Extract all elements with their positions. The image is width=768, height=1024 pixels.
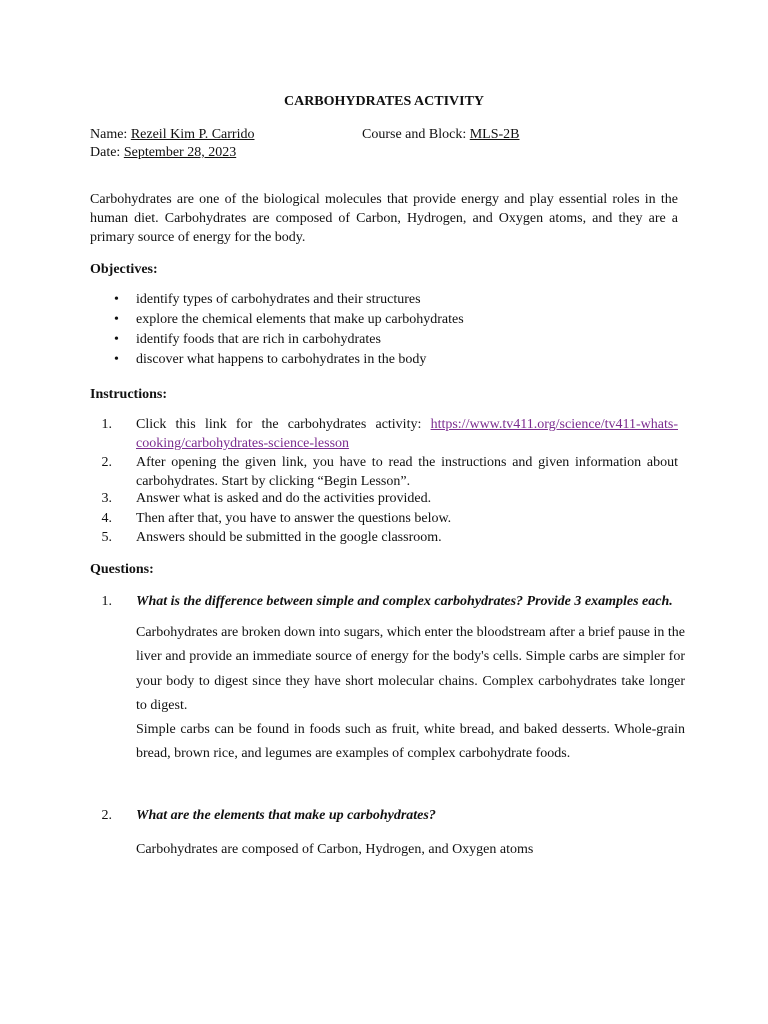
instruction-number: 2. bbox=[101, 455, 112, 470]
instruction-text: Then after that, you have to answer the questions below. bbox=[136, 511, 452, 526]
course-value: MLS-2B bbox=[469, 127, 520, 142]
questions-heading: Questions: bbox=[90, 562, 154, 577]
objectives-list bbox=[90, 290, 464, 370]
objectives-heading: Objectives: bbox=[90, 262, 158, 277]
instruction-prefix: Click this link for the carbohydrates activity: bbox=[136, 417, 431, 432]
question-number: 1. bbox=[101, 594, 112, 609]
answer-paragraph: Simple carbs can be found in foods such as fruit, white bread, and baked desserts. Whole-grain bread, brown rice, and legumes are examples of complex carbohydrate foods. bbox=[136, 722, 685, 762]
course-label: Course and Block: bbox=[362, 127, 467, 142]
activity-link[interactable]: https://www.tv411.org/science/tv411-whats-cooking/carbohydrates-science-lesson bbox=[136, 417, 678, 451]
question-text: What are the elements that make up carbohydrates? bbox=[136, 808, 436, 823]
instructions-heading: Instructions: bbox=[90, 387, 168, 402]
date-line bbox=[90, 143, 236, 162]
instruction-number: 3. bbox=[101, 491, 112, 506]
name-line bbox=[90, 125, 254, 144]
document-title: CARBOHYDRATES ACTIVITY bbox=[283, 94, 485, 109]
instruction-text bbox=[136, 415, 678, 453]
instruction-text: After opening the given link, you have to read the instructions and given information about carbohydrates. Start by clicking “Begin Lesson”. bbox=[136, 455, 678, 489]
date-value: September 28, 2023 bbox=[123, 145, 237, 160]
date-label: Date: bbox=[90, 145, 121, 160]
instruction-text: Answers should be submitted in the google classroom. bbox=[136, 530, 442, 545]
answer-paragraph: Carbohydrates are broken down into sugars, which enter the bloodstream after a brief pause in the liver and provide an immediate source of energy for the body's cells. Simple carbs are simpler for your body to digest since they have short molecular chains. Complex carbohydrates take longer to digest. bbox=[136, 625, 685, 714]
list-item: • discover what happens to carbohydrates in the body bbox=[90, 350, 464, 370]
question-number: 2. bbox=[101, 808, 112, 823]
course-line bbox=[362, 125, 520, 144]
instruction-text: Answer what is asked and do the activities provided. bbox=[136, 491, 432, 506]
name-value: Rezeil Kim P. Carrido bbox=[130, 127, 255, 142]
list-item: • identify foods that are rich in carbohydrates bbox=[90, 330, 464, 350]
intro-paragraph: Carbohydrates are one of the biological molecules that provide energy and play essential roles in the human diet. Carbohydrates are composed of Carbon, Hydrogen, and Oxygen atoms, and they are a primary source of energy for the body. bbox=[90, 192, 678, 245]
instruction-number: 1. bbox=[101, 417, 112, 432]
name-label: Name: bbox=[90, 127, 128, 142]
instruction-number: 5. bbox=[101, 530, 112, 545]
question-text: What is the difference between simple and complex carbohydrates? Provide 3 examples each. bbox=[136, 594, 673, 609]
list-item: • identify types of carbohydrates and their structures bbox=[90, 290, 464, 310]
instruction-number: 4. bbox=[101, 511, 112, 526]
answer-paragraph: Carbohydrates are composed of Carbon, Hydrogen, and Oxygen atoms bbox=[136, 842, 534, 857]
list-item: • explore the chemical elements that make up carbohydrates bbox=[90, 310, 464, 330]
